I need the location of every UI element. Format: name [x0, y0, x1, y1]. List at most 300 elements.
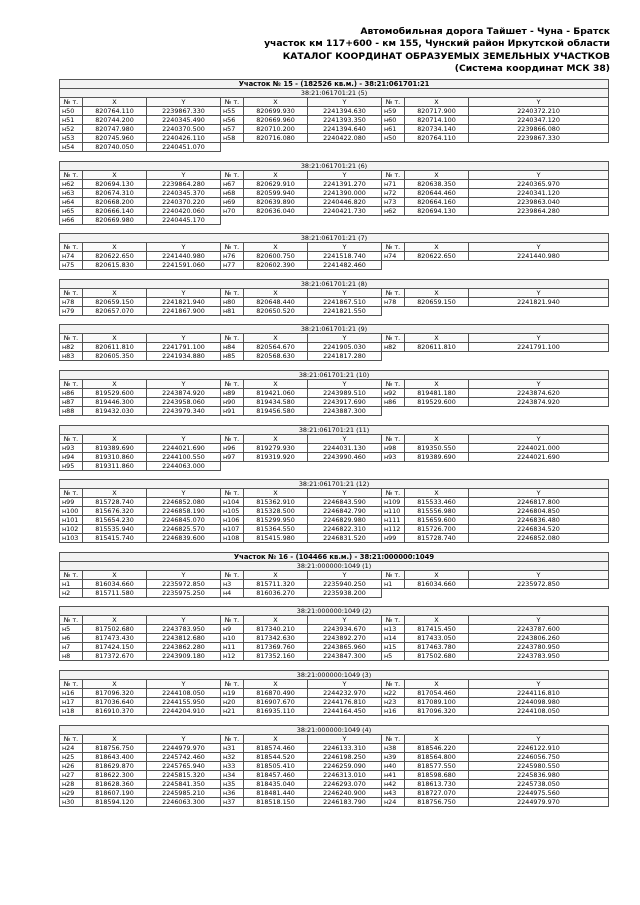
table-row	[60, 706, 609, 715]
point-number: н55	[221, 107, 244, 116]
point-number: н32	[221, 752, 244, 761]
point-number: н94	[60, 452, 83, 461]
y-coordinate: 2244979.970	[469, 797, 609, 806]
column-header: Y	[308, 334, 382, 343]
y-coordinate: 2244021.000	[469, 443, 609, 452]
column-header: Y	[308, 98, 382, 107]
contour-title: 38:21:061701:21 (5)	[60, 89, 609, 98]
y-coordinate: 2240370.500	[147, 125, 221, 134]
y-coordinate: 2243934.670	[308, 625, 382, 634]
y-coordinate: 2241391.270	[308, 179, 382, 188]
x-coordinate: 818577.550	[405, 761, 469, 770]
y-coordinate: 2243865.960	[308, 643, 382, 652]
point-number: н2	[60, 588, 83, 597]
point-number: н110	[382, 507, 405, 516]
table-row	[60, 697, 609, 706]
y-coordinate: 2240345.490	[147, 116, 221, 125]
header-row	[60, 288, 609, 297]
column-header: X	[405, 679, 469, 688]
coordinate-table	[59, 606, 609, 661]
y-coordinate: 2246063.300	[147, 797, 221, 806]
point-number: н78	[382, 297, 405, 306]
table-row	[60, 779, 609, 788]
table-row	[60, 252, 609, 261]
y-coordinate: 2235938.200	[308, 588, 382, 597]
y-coordinate: 2241905.030	[308, 343, 382, 352]
point-number: н6	[60, 634, 83, 643]
point-number: н97	[221, 452, 244, 461]
x-coordinate: 818546.220	[405, 743, 469, 752]
x-coordinate: 820638.350	[405, 179, 469, 188]
point-number: н89	[221, 388, 244, 397]
column-header: Y	[469, 243, 609, 252]
table-row	[60, 197, 609, 206]
column-header: № т.	[382, 98, 405, 107]
point-number	[382, 143, 405, 152]
y-coordinate: 2245836.980	[469, 770, 609, 779]
column-header: Y	[469, 734, 609, 743]
x-coordinate: 818727.070	[405, 788, 469, 797]
y-coordinate: 2245841.350	[147, 779, 221, 788]
y-coordinate: 2243909.180	[147, 652, 221, 661]
point-number: н10	[221, 634, 244, 643]
y-coordinate: 2239864.280	[469, 206, 609, 215]
table-row	[60, 498, 609, 507]
point-number: н111	[382, 516, 405, 525]
column-header: Y	[147, 679, 221, 688]
column-header: Y	[147, 170, 221, 179]
column-header: Y	[469, 98, 609, 107]
point-number: н59	[382, 107, 405, 116]
point-number: н53	[60, 134, 83, 143]
document-header	[264, 26, 610, 75]
point-number: н104	[221, 498, 244, 507]
x-coordinate: 817502.680	[405, 652, 469, 661]
x-coordinate: 820764.110	[83, 107, 147, 116]
table-row	[60, 652, 609, 661]
column-header: Y	[147, 570, 221, 579]
y-coordinate: 2246313.010	[308, 770, 382, 779]
table-row	[60, 797, 609, 806]
column-header: № т.	[60, 734, 83, 743]
y-coordinate: 2241867.900	[147, 306, 221, 315]
x-coordinate: 820600.750	[244, 252, 308, 261]
x-coordinate: 815533.460	[405, 498, 469, 507]
y-coordinate: 2243892.270	[308, 634, 382, 643]
x-coordinate: 819529.600	[83, 388, 147, 397]
x-coordinate	[405, 588, 469, 597]
contour-title: 38:21:061701:21 (9)	[60, 325, 609, 334]
y-coordinate: 2244063.000	[147, 461, 221, 470]
y-coordinate: 2246259.090	[308, 761, 382, 770]
x-coordinate: 818598.680	[405, 770, 469, 779]
y-coordinate: 2246843.590	[308, 498, 382, 507]
y-coordinate: 2240372.210	[469, 107, 609, 116]
y-coordinate: 2246836.480	[469, 516, 609, 525]
x-coordinate: 817096.320	[83, 688, 147, 697]
y-coordinate: 2245742.460	[147, 752, 221, 761]
point-number: н33	[221, 761, 244, 770]
column-header: № т.	[221, 570, 244, 579]
y-coordinate: 2235972.850	[147, 579, 221, 588]
table-row	[60, 788, 609, 797]
point-number	[382, 215, 405, 224]
point-number	[221, 461, 244, 470]
point-number: н70	[221, 206, 244, 215]
column-header: X	[83, 434, 147, 443]
column-header: № т.	[221, 616, 244, 625]
y-coordinate: 2246845.070	[147, 516, 221, 525]
column-header: № т.	[60, 679, 83, 688]
x-coordinate: 820622.650	[405, 252, 469, 261]
x-coordinate: 815728.740	[405, 534, 469, 543]
point-number: н101	[60, 516, 83, 525]
y-coordinate: 2246842.790	[308, 507, 382, 516]
point-number: н106	[221, 516, 244, 525]
x-coordinate: 820659.150	[83, 297, 147, 306]
column-header: X	[83, 570, 147, 579]
coordinate-table	[59, 324, 609, 361]
point-number: н72	[382, 188, 405, 197]
column-header: X	[405, 288, 469, 297]
coordinate-tables	[59, 79, 608, 807]
y-coordinate: 2245985.210	[147, 788, 221, 797]
table-row	[60, 588, 609, 597]
table-row	[60, 579, 609, 588]
column-header: № т.	[60, 434, 83, 443]
x-coordinate: 818628.360	[83, 779, 147, 788]
coordinate-table	[59, 79, 609, 152]
y-coordinate: 2244232.970	[308, 688, 382, 697]
y-coordinate	[469, 215, 609, 224]
point-number: н99	[382, 534, 405, 543]
y-coordinate: 2243787.600	[469, 625, 609, 634]
x-coordinate: 820694.130	[405, 206, 469, 215]
point-number: н93	[60, 443, 83, 452]
header-row	[60, 570, 609, 579]
x-coordinate: 819529.600	[405, 397, 469, 406]
column-header: X	[244, 616, 308, 625]
table-row	[60, 507, 609, 516]
x-coordinate: 816036.270	[244, 588, 308, 597]
column-header: № т.	[221, 434, 244, 443]
column-header: Y	[308, 288, 382, 297]
column-header: Y	[469, 489, 609, 498]
point-number: н23	[382, 697, 405, 706]
column-header: X	[244, 379, 308, 388]
point-number: н4	[221, 588, 244, 597]
y-coordinate: 2235940.250	[308, 579, 382, 588]
y-coordinate	[469, 406, 609, 415]
y-coordinate: 2246831.520	[308, 534, 382, 543]
point-number: н26	[60, 761, 83, 770]
y-coordinate	[469, 306, 609, 315]
column-header: X	[83, 170, 147, 179]
y-coordinate: 2243780.950	[469, 643, 609, 652]
y-coordinate: 2240365.970	[469, 179, 609, 188]
column-header: № т.	[382, 379, 405, 388]
column-header: X	[405, 734, 469, 743]
y-coordinate: 2246293.070	[308, 779, 382, 788]
block-gap	[59, 361, 608, 370]
x-coordinate: 820605.350	[83, 352, 147, 361]
y-coordinate: 2241821.550	[308, 306, 382, 315]
y-coordinate: 2240446.820	[308, 197, 382, 206]
x-coordinate: 817433.050	[405, 634, 469, 643]
point-number: н11	[221, 643, 244, 652]
y-coordinate: 2244100.550	[147, 452, 221, 461]
point-number: н96	[221, 443, 244, 452]
x-coordinate: 819311.860	[83, 461, 147, 470]
block-gap	[59, 316, 608, 325]
point-number: н56	[221, 116, 244, 125]
point-number: н98	[382, 443, 405, 452]
point-number: н75	[60, 261, 83, 270]
y-coordinate: 2246834.520	[469, 525, 609, 534]
point-number: н40	[382, 761, 405, 770]
point-number: н43	[382, 788, 405, 797]
table-row	[60, 352, 609, 361]
column-header: X	[405, 570, 469, 579]
table-row	[60, 388, 609, 397]
point-number: н37	[221, 797, 244, 806]
y-coordinate: 2246056.750	[469, 752, 609, 761]
y-coordinate: 2241934.880	[147, 352, 221, 361]
y-coordinate	[469, 261, 609, 270]
y-coordinate	[469, 352, 609, 361]
point-number: н50	[382, 134, 405, 143]
column-header: X	[83, 288, 147, 297]
point-number: н52	[60, 125, 83, 134]
point-number	[382, 588, 405, 597]
table-row	[60, 143, 609, 152]
x-coordinate: 820669.960	[244, 116, 308, 125]
point-number: н107	[221, 525, 244, 534]
y-coordinate: 2246825.570	[147, 525, 221, 534]
y-coordinate: 2243917.690	[308, 397, 382, 406]
column-header: Y	[469, 679, 609, 688]
point-number: н22	[382, 688, 405, 697]
table-row	[60, 406, 609, 415]
coordinate-table	[59, 552, 609, 598]
column-header: X	[244, 288, 308, 297]
y-coordinate: 2243874.920	[147, 388, 221, 397]
table-row	[60, 215, 609, 224]
block-gap	[59, 716, 608, 725]
point-number: н109	[382, 498, 405, 507]
x-coordinate: 820674.310	[83, 188, 147, 197]
table-row	[60, 261, 609, 270]
point-number: н36	[221, 788, 244, 797]
x-coordinate: 816034.660	[405, 579, 469, 588]
x-coordinate: 817415.450	[405, 625, 469, 634]
column-header: Y	[308, 489, 382, 498]
table-row	[60, 306, 609, 315]
y-coordinate: 2241482.460	[308, 261, 382, 270]
point-number: н108	[221, 534, 244, 543]
y-coordinate: 2246240.900	[308, 788, 382, 797]
header-row	[60, 616, 609, 625]
column-header: X	[244, 98, 308, 107]
table-row	[60, 743, 609, 752]
x-coordinate: 820745.960	[83, 134, 147, 143]
y-coordinate: 2241817.280	[308, 352, 382, 361]
point-number: н60	[382, 116, 405, 125]
point-number: н95	[60, 461, 83, 470]
point-number: н90	[221, 397, 244, 406]
y-coordinate: 2241821.940	[147, 297, 221, 306]
point-number: н85	[221, 352, 244, 361]
column-header: X	[244, 570, 308, 579]
column-header: № т.	[60, 489, 83, 498]
x-coordinate: 819350.550	[405, 443, 469, 452]
block-gap	[59, 416, 608, 425]
point-number: н61	[382, 125, 405, 134]
y-coordinate: 2245765.940	[147, 761, 221, 770]
y-coordinate: 2244204.910	[147, 706, 221, 715]
table-row	[60, 297, 609, 306]
y-coordinate: 2239867.330	[469, 134, 609, 143]
contour-title: 38:21:061701:21 (10)	[60, 370, 609, 379]
coordinate-table	[59, 670, 609, 716]
x-coordinate: 820615.830	[83, 261, 147, 270]
point-number: н9	[221, 625, 244, 634]
x-coordinate: 819446.300	[83, 397, 147, 406]
y-coordinate	[308, 461, 382, 470]
y-coordinate	[308, 143, 382, 152]
point-number: н42	[382, 779, 405, 788]
x-coordinate: 820668.200	[83, 197, 147, 206]
column-header: Y	[147, 288, 221, 297]
plot-title: Участок № 15 - (182526 кв.м.) - 38:21:061701:21	[60, 80, 609, 89]
column-header: X	[244, 679, 308, 688]
point-number: н8	[60, 652, 83, 661]
x-coordinate: 820666.140	[83, 206, 147, 215]
y-coordinate: 2246817.800	[469, 498, 609, 507]
x-coordinate: 820717.900	[405, 107, 469, 116]
contour-title: 38:21:061701:21 (12)	[60, 480, 609, 489]
coordinate-table	[59, 725, 609, 807]
x-coordinate: 815728.740	[83, 498, 147, 507]
x-coordinate	[244, 143, 308, 152]
x-coordinate: 820599.940	[244, 188, 308, 197]
catalog-title: КАТАЛОГ КООРДИНАТ ОБРАЗУЕМЫХ ЗЕМЕЛЬНЫХ УЧАСТКОВ	[282, 50, 610, 62]
contour-title: 38:21:061701:21 (6)	[60, 161, 609, 170]
x-coordinate: 820568.630	[244, 352, 308, 361]
y-coordinate: 2243847.300	[308, 652, 382, 661]
x-coordinate: 819279.930	[244, 443, 308, 452]
x-coordinate: 819389.690	[405, 452, 469, 461]
section-title: участок км 117+600 - км 155, Чунский район Иркутской области	[264, 38, 610, 50]
table-row	[60, 752, 609, 761]
header-row	[60, 243, 609, 252]
column-header: № т.	[221, 679, 244, 688]
header-row	[60, 170, 609, 179]
point-number: н18	[60, 706, 83, 715]
y-coordinate: 2241394.630	[308, 107, 382, 116]
table-row	[60, 343, 609, 352]
column-header: № т.	[60, 170, 83, 179]
column-header: Y	[147, 489, 221, 498]
x-coordinate: 820716.080	[244, 134, 308, 143]
y-coordinate	[469, 143, 609, 152]
column-header: X	[83, 334, 147, 343]
column-header: № т.	[382, 734, 405, 743]
y-coordinate: 2243989.510	[308, 388, 382, 397]
contour-title: 38:21:061701:21 (8)	[60, 279, 609, 288]
point-number: н1	[382, 579, 405, 588]
point-number	[382, 461, 405, 470]
header-row	[60, 334, 609, 343]
point-number: н54	[60, 143, 83, 152]
x-coordinate: 815676.320	[83, 507, 147, 516]
contour-title: 38:21:000000:1049 (4)	[60, 725, 609, 734]
point-number: н16	[60, 688, 83, 697]
point-number: н28	[60, 779, 83, 788]
x-coordinate	[405, 143, 469, 152]
x-coordinate: 816935.110	[244, 706, 308, 715]
x-coordinate: 820714.100	[405, 116, 469, 125]
x-coordinate: 820622.650	[83, 252, 147, 261]
table-row	[60, 125, 609, 134]
table-row	[60, 761, 609, 770]
point-number: н13	[382, 625, 405, 634]
y-coordinate: 2245980.550	[469, 761, 609, 770]
point-number: н12	[221, 652, 244, 661]
column-header: X	[244, 734, 308, 743]
column-header: № т.	[221, 734, 244, 743]
x-coordinate: 817036.640	[83, 697, 147, 706]
point-number: н76	[221, 252, 244, 261]
x-coordinate: 820657.070	[83, 306, 147, 315]
x-coordinate: 818643.400	[83, 752, 147, 761]
x-coordinate: 815415.740	[83, 534, 147, 543]
x-coordinate: 818544.520	[244, 752, 308, 761]
x-coordinate: 819434.580	[244, 397, 308, 406]
y-coordinate	[469, 461, 609, 470]
table-row	[60, 688, 609, 697]
coordinate-table	[59, 425, 609, 471]
column-header: X	[405, 334, 469, 343]
x-coordinate: 819456.580	[244, 406, 308, 415]
table-row	[60, 116, 609, 125]
x-coordinate: 818505.410	[244, 761, 308, 770]
y-coordinate: 2243887.300	[308, 406, 382, 415]
y-coordinate: 2243874.620	[469, 388, 609, 397]
column-header: № т.	[382, 243, 405, 252]
point-number: н86	[60, 388, 83, 397]
x-coordinate: 820602.390	[244, 261, 308, 270]
point-number: н5	[382, 652, 405, 661]
y-coordinate	[469, 588, 609, 597]
y-coordinate: 2241440.980	[469, 252, 609, 261]
y-coordinate: 2239864.280	[147, 179, 221, 188]
x-coordinate: 820664.160	[405, 197, 469, 206]
column-header: Y	[147, 334, 221, 343]
x-coordinate: 815726.700	[405, 525, 469, 534]
y-coordinate	[308, 215, 382, 224]
point-number: н62	[382, 206, 405, 215]
column-header: № т.	[221, 243, 244, 252]
table-row	[60, 625, 609, 634]
point-number: н34	[221, 770, 244, 779]
x-coordinate: 820710.200	[244, 125, 308, 134]
y-coordinate: 2243990.460	[308, 452, 382, 461]
point-number: н21	[221, 706, 244, 715]
column-header: X	[405, 243, 469, 252]
column-header: № т.	[221, 170, 244, 179]
table-row	[60, 525, 609, 534]
